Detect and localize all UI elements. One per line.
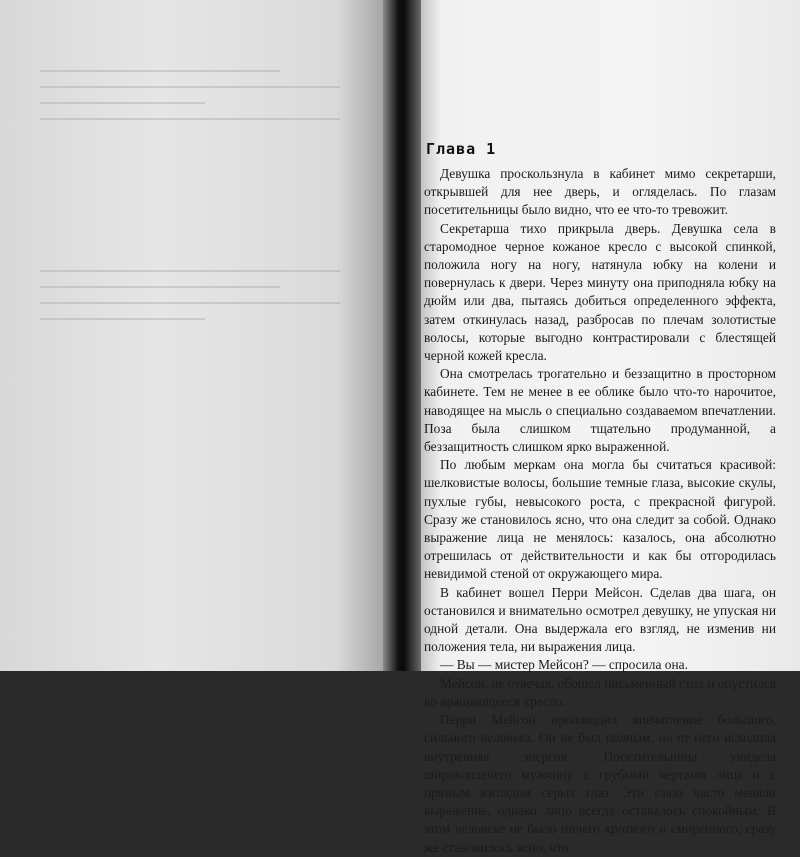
paragraph: Она смотрелась трогательно и беззащитно в просторном кабинете. Тем не менее в ее облике было что-то нарочитое, наводящее на мысль о специально создаваемом впечатлении. Поза была слишком тщательно продуманной, а беззащитность слишком ярко выраженной. bbox=[424, 366, 776, 455]
paragraph: Секретарша тихо прикрыла дверь. Девушка села в старомодное черное кожаное кресло с высокой спинкой, положила ногу на ногу, натянула юбку на колени и повернулась к двери. Через минуту она приподняла юбку на дюйм или два, пытаясь добиться определенного эффекта, затем откинулась назад, разбросав по плечам золотистые волосы, которые выгодно контрастировали с блестящей черной кожей кресла. bbox=[424, 220, 776, 364]
paragraph: — Вы — мистер Мейсон? — спросила она. bbox=[440, 657, 688, 673]
paragraph: В кабинет вошел Перри Мейсон. Сделав два шага, он остановился и внимательно осмотрел девушку, не упуская ни одной детали. Она выдержала его взгляд, не изменив ни положения тела, ни выражения лица. bbox=[424, 584, 776, 655]
paragraph: Девушка проскользнула в кабинет мимо секретарши, открывшей для нее дверь, и огляделась. По глазам посетительницы было видно, что ее что-то тревожит. bbox=[424, 166, 776, 218]
chapter-title: Глава 1 bbox=[426, 140, 497, 158]
paragraph: Перри Мейсон производил впечатление большого, сильного человека. Он не был полным, но от него исходила внутренняя энергия. Посетительница увидела широкоплечего мужчину с грубыми чертами лица и с прямым взглядом серых глаз. Эти глаза часто меняли выражение, однако лицо всегда оставалось спокойным. В этом человеке не было ничего кроткого и смиренного, сразу же становилось ясно, что bbox=[424, 712, 776, 855]
paragraph: По любым меркам она могла бы считаться красивой: шелковистые волосы, большие темные глаза, высокие скулы, пухлые губы, невысокого роста, с прекрасной фигурой. Сразу же становилось ясно, что она следит за собой. Однако выражение лица не менялось: казалось, она абсолютно отрешилась от действительности и как бы отгородилась невидимой стеной от окружающего мира. bbox=[424, 457, 776, 582]
chapter-body bbox=[424, 165, 776, 857]
left-page bbox=[0, 0, 395, 671]
paragraph: Мейсон, не отвечая, обошел письменный стол и опустился во вращающееся кресло. bbox=[424, 675, 776, 709]
show-through-lines bbox=[40, 70, 340, 334]
book-gutter bbox=[383, 0, 421, 671]
